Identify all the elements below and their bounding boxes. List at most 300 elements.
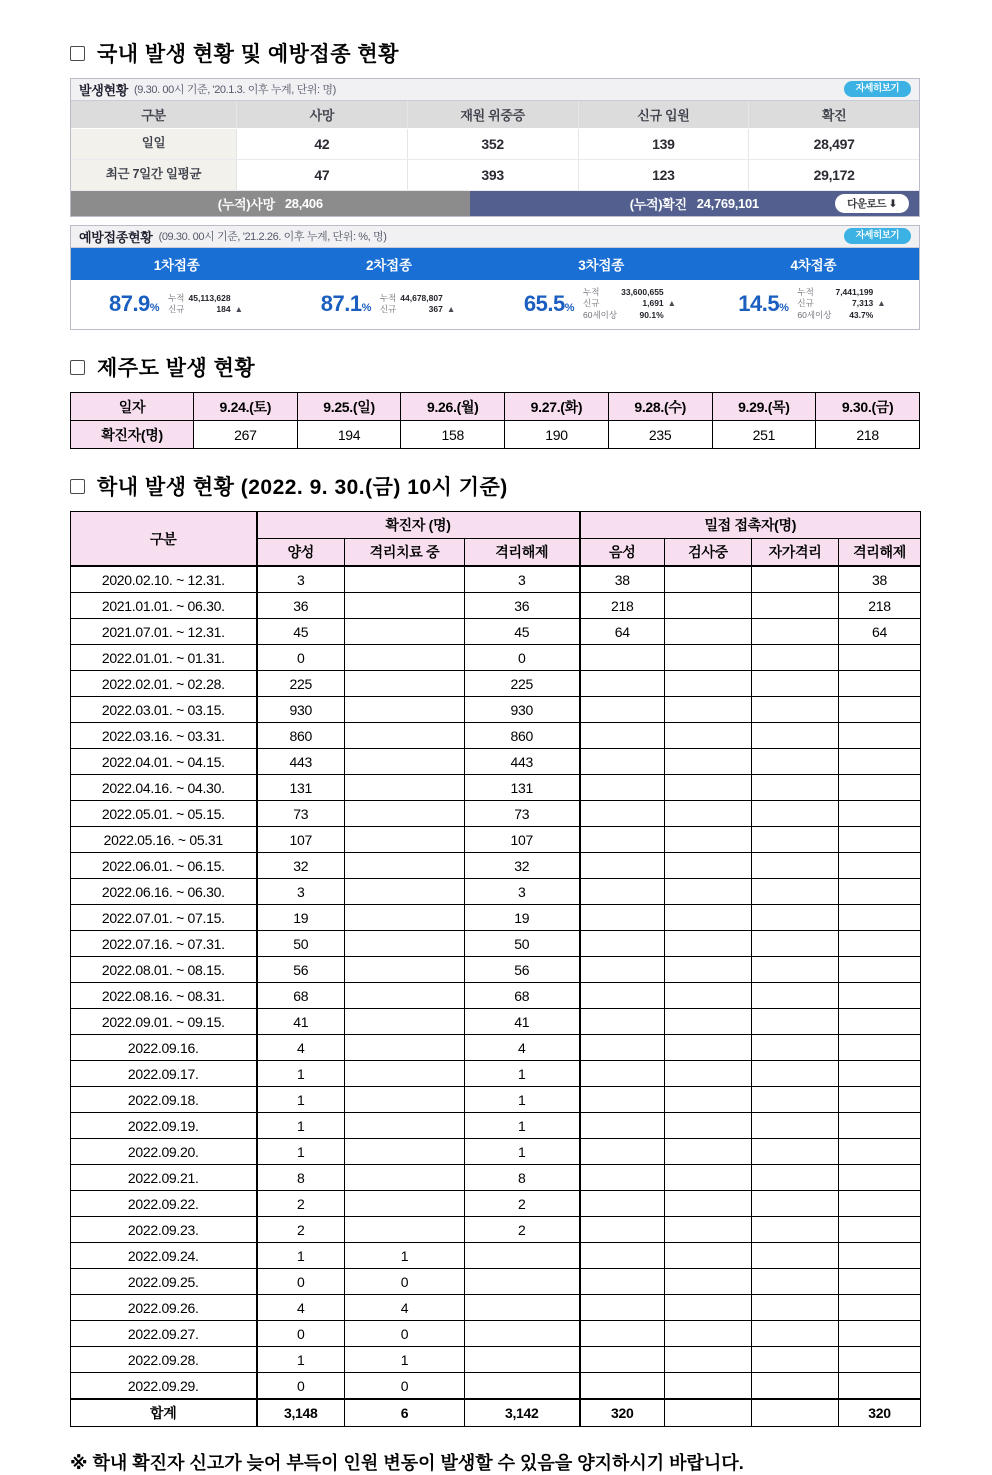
dose-3-stats <box>581 287 678 321</box>
occurrence-row-daily <box>71 129 919 160</box>
dose-3-stat-0-value: 33,600,655 <box>621 287 664 297</box>
school-subheader-1: 격리치료 중 <box>345 539 465 567</box>
school-row-period: 2022.09.16. <box>71 1035 257 1061</box>
occurrence-col-3: 신규 입원 <box>578 101 749 128</box>
school-cell-2: 3,142 <box>465 1399 580 1427</box>
footer-note: ※ 학내 확진자 신고가 늦어 부득이 인원 변동이 발생할 수 있음을 양지하시기 바랍니다. <box>70 1453 744 1474</box>
school-cell-5 <box>752 1217 839 1243</box>
school-row-period: 2022.09.19. <box>71 1113 257 1139</box>
school-row-period: 2022.09.26. <box>71 1295 257 1321</box>
school-subheader-5: 자가격리 <box>752 539 839 567</box>
cumulative-death-label: (누적)사망 <box>217 197 275 212</box>
school-subheader-2: 격리해제 <box>465 539 580 567</box>
school-cell-4 <box>665 1035 752 1061</box>
school-cell-0: 860 <box>257 723 345 749</box>
dose-2-stat-1-value: 367 <box>428 304 443 315</box>
occurrence-row-label-0: 일일 <box>71 129 236 159</box>
school-cell-2: 36 <box>465 593 580 619</box>
school-cell-1: 0 <box>345 1373 465 1400</box>
jeju-count-4: 235 <box>608 421 712 449</box>
school-cell-4 <box>665 566 752 593</box>
school-cell-1 <box>345 853 465 879</box>
school-cell-5 <box>752 775 839 801</box>
jeju-count-6: 218 <box>816 421 920 449</box>
school-cell-1: 0 <box>345 1269 465 1295</box>
table-row <box>71 853 921 879</box>
school-cell-3 <box>580 1373 665 1400</box>
dose-2-stat-0-value: 44,678,807 <box>400 292 443 303</box>
vaccination-detail-button[interactable]: 자세히보기 <box>844 228 911 243</box>
school-cell-4 <box>665 1295 752 1321</box>
table-row <box>71 749 921 775</box>
school-cell-0: 225 <box>257 671 345 697</box>
school-cell-5 <box>752 1347 839 1373</box>
school-cell-0: 3,148 <box>257 1399 345 1427</box>
school-cell-2: 1 <box>465 1113 580 1139</box>
dose-3-stat-1-value: 1,691 <box>642 298 664 309</box>
school-cell-4 <box>665 905 752 931</box>
school-cell-2: 73 <box>465 801 580 827</box>
school-cell-5 <box>752 879 839 905</box>
school-cell-3: 64 <box>580 619 665 645</box>
school-cell-6 <box>839 1061 921 1087</box>
school-cell-6 <box>839 801 921 827</box>
school-cell-0: 443 <box>257 749 345 775</box>
school-cell-5 <box>752 1113 839 1139</box>
school-row-period: 2022.09.22. <box>71 1191 257 1217</box>
school-cell-5 <box>752 983 839 1009</box>
dose-3-stat-1-label: 신규 <box>583 298 600 309</box>
school-row-period: 2022.03.16. ~ 03.31. <box>71 723 257 749</box>
school-cell-3: 320 <box>580 1399 665 1427</box>
school-cell-5 <box>752 593 839 619</box>
school-cell-3 <box>580 1217 665 1243</box>
table-row <box>71 879 921 905</box>
school-cell-6 <box>839 1087 921 1113</box>
school-table-body <box>71 566 921 1427</box>
table-row <box>71 1009 921 1035</box>
jeju-date-3: 9.27.(화) <box>505 393 609 421</box>
occurrence-title: 발생현황 <box>79 82 129 98</box>
school-cell-1 <box>345 749 465 775</box>
table-row <box>71 931 921 957</box>
school-row-period: 2022.02.01. ~ 02.28. <box>71 671 257 697</box>
table-row <box>71 1035 921 1061</box>
school-cell-6 <box>839 1217 921 1243</box>
school-cell-6: 320 <box>839 1399 921 1427</box>
school-cell-4 <box>665 723 752 749</box>
school-cell-5 <box>752 1035 839 1061</box>
school-cell-5 <box>752 1269 839 1295</box>
school-cell-2 <box>465 1243 580 1269</box>
school-cell-3: 38 <box>580 566 665 593</box>
school-row-period: 2022.06.01. ~ 06.15. <box>71 853 257 879</box>
school-cell-2 <box>465 1321 580 1347</box>
school-row-period: 2022.09.29. <box>71 1373 257 1400</box>
school-row-period: 2022.09.23. <box>71 1217 257 1243</box>
school-cell-1 <box>345 879 465 905</box>
table-row <box>71 1061 921 1087</box>
dose-1-stat-0-value: 45,113,628 <box>188 292 231 303</box>
school-row-period: 2022.01.01. ~ 01.31. <box>71 645 257 671</box>
tab-dose-3[interactable]: 3차접종 <box>495 248 707 280</box>
school-cell-2: 107 <box>465 827 580 853</box>
jeju-date-6: 9.30.(금) <box>816 393 920 421</box>
table-row <box>71 593 921 619</box>
school-cell-5 <box>752 1087 839 1113</box>
school-cell-3 <box>580 1347 665 1373</box>
school-cell-0: 3 <box>257 879 345 905</box>
school-cell-2: 2 <box>465 1217 580 1243</box>
school-cell-6 <box>839 1269 921 1295</box>
school-cell-1 <box>345 1113 465 1139</box>
tab-dose-2[interactable]: 2차접종 <box>282 248 494 280</box>
dose-1-stat-0-label: 누적 <box>168 292 185 303</box>
table-row <box>71 1165 921 1191</box>
school-cell-6 <box>839 931 921 957</box>
table-row <box>71 983 921 1009</box>
school-cell-4 <box>665 1217 752 1243</box>
school-cell-3 <box>580 983 665 1009</box>
vaccination-widget-titlebar <box>71 226 919 248</box>
dose-3-percent: 65.5% <box>523 291 575 317</box>
jeju-table <box>70 392 920 449</box>
tab-dose-4[interactable]: 4차접종 <box>707 248 919 280</box>
school-cell-0: 4 <box>257 1035 345 1061</box>
dose-2-percent: 87.1% <box>320 291 371 317</box>
download-button[interactable]: 다운로드 ⬇ <box>835 194 909 213</box>
section-heading-domestic <box>70 38 922 68</box>
school-cell-2: 1 <box>465 1087 580 1113</box>
table-row <box>71 671 921 697</box>
school-cell-5 <box>752 1321 839 1347</box>
school-cell-5 <box>752 1061 839 1087</box>
school-cell-0: 45 <box>257 619 345 645</box>
jeju-date-4: 9.28.(수) <box>608 393 712 421</box>
school-cell-5 <box>752 697 839 723</box>
occurrence-widget-titlebar <box>71 79 919 101</box>
school-row-period: 2020.02.10. ~ 12.31. <box>71 566 257 593</box>
dose-1-stat-1-label: 신규 <box>168 304 185 315</box>
school-row-period: 2022.04.16. ~ 04.30. <box>71 775 257 801</box>
school-cell-5 <box>752 1295 839 1321</box>
dose-4-stat-2-arrow <box>875 310 887 321</box>
jeju-count-2: 158 <box>401 421 505 449</box>
school-cell-6 <box>839 671 921 697</box>
school-cell-6 <box>839 1035 921 1061</box>
school-cell-3 <box>580 1243 665 1269</box>
school-cell-4 <box>665 1321 752 1347</box>
table-row <box>71 1321 921 1347</box>
jeju-date-0: 9.24.(토) <box>194 393 298 421</box>
school-cell-1 <box>345 1009 465 1035</box>
jeju-data-row <box>71 421 920 449</box>
school-cell-6 <box>839 879 921 905</box>
school-cell-0: 1 <box>257 1243 345 1269</box>
occurrence-r0-c3: 139 <box>578 129 749 159</box>
table-row <box>71 957 921 983</box>
school-table <box>70 511 921 1427</box>
school-cell-3 <box>580 1321 665 1347</box>
table-row <box>71 619 921 645</box>
school-cell-1 <box>345 957 465 983</box>
checkbox-square-icon <box>70 46 85 61</box>
school-row-period: 2022.04.01. ~ 04.15. <box>71 749 257 775</box>
dose-2-stat-1-label: 신규 <box>379 304 397 315</box>
school-cell-2: 225 <box>465 671 580 697</box>
school-cell-5 <box>752 1373 839 1400</box>
table-row <box>71 1191 921 1217</box>
school-row-period: 2022.09.28. <box>71 1347 257 1373</box>
dose-3-stat-2-value: 90.1% <box>639 309 664 320</box>
school-cell-4 <box>665 671 752 697</box>
school-cell-0: 73 <box>257 801 345 827</box>
dose-1-percent: 87.9% <box>108 291 160 317</box>
school-cell-2: 32 <box>465 853 580 879</box>
dose-3-stat-0-label: 누적 <box>583 287 600 297</box>
school-row-period: 2022.07.16. ~ 07.31. <box>71 931 257 957</box>
school-cell-0: 0 <box>257 1321 345 1347</box>
dose-4-stat-1-label: 신규 <box>797 298 814 309</box>
school-cell-2: 131 <box>465 775 580 801</box>
school-cell-4 <box>665 801 752 827</box>
vaccination-tabs <box>71 248 919 280</box>
school-cell-3 <box>580 723 665 749</box>
school-row-period: 2022.07.01. ~ 07.15. <box>71 905 257 931</box>
table-row <box>71 1269 921 1295</box>
school-cell-2: 3 <box>465 566 580 593</box>
occurrence-r0-c2: 352 <box>407 129 578 159</box>
section-title-jeju: 제주도 발생 현황 <box>97 357 256 381</box>
school-cell-0: 1 <box>257 1139 345 1165</box>
school-row-period: 2022.09.18. <box>71 1087 257 1113</box>
school-cell-6 <box>839 697 921 723</box>
school-cell-6 <box>839 1165 921 1191</box>
school-row-period: 2022.08.16. ~ 08.31. <box>71 983 257 1009</box>
school-cell-4 <box>665 957 752 983</box>
school-cell-3 <box>580 957 665 983</box>
school-row-period: 2022.09.01. ~ 09.15. <box>71 1009 257 1035</box>
occurrence-r1-c3: 123 <box>578 160 749 190</box>
school-row-period: 2022.03.01. ~ 03.15. <box>71 697 257 723</box>
school-cell-1 <box>345 827 465 853</box>
school-cell-3 <box>580 1061 665 1087</box>
school-row-period: 2022.09.21. <box>71 1165 257 1191</box>
school-cell-2: 930 <box>465 697 580 723</box>
school-cell-6 <box>839 645 921 671</box>
school-cell-3 <box>580 931 665 957</box>
school-cell-0: 32 <box>257 853 345 879</box>
school-cell-5 <box>752 619 839 645</box>
school-cell-1: 1 <box>345 1347 465 1373</box>
school-row-period: 2022.09.20. <box>71 1139 257 1165</box>
school-cell-4 <box>665 827 752 853</box>
jeju-count-3: 190 <box>505 421 609 449</box>
school-cell-3 <box>580 1087 665 1113</box>
jeju-count-5: 251 <box>712 421 816 449</box>
school-cell-1 <box>345 931 465 957</box>
school-cell-2: 19 <box>465 905 580 931</box>
school-cell-2: 860 <box>465 723 580 749</box>
school-cell-5 <box>752 566 839 593</box>
school-cell-6: 218 <box>839 593 921 619</box>
dose-4-stat-1-arrow: ▲ <box>877 298 886 309</box>
school-cell-6 <box>839 1295 921 1321</box>
school-cell-0: 131 <box>257 775 345 801</box>
school-subheader-6: 격리해제 <box>839 539 921 567</box>
school-cell-3 <box>580 1009 665 1035</box>
dose-4-stat-0-arrow <box>875 287 887 298</box>
school-cell-6 <box>839 1373 921 1400</box>
dose-3-stat-1-arrow: ▲ <box>667 298 677 309</box>
dose-1-stat-0-arrow <box>233 293 245 304</box>
school-cell-1: 1 <box>345 1243 465 1269</box>
cumulative-death-value: 28,406 <box>284 196 323 211</box>
table-row <box>71 566 921 593</box>
school-row-period: 2021.07.01. ~ 12.31. <box>71 619 257 645</box>
checkbox-square-icon <box>70 479 85 494</box>
school-cell-1 <box>345 671 465 697</box>
school-cell-0: 1 <box>257 1113 345 1139</box>
school-cell-5 <box>752 827 839 853</box>
occurrence-header-row <box>71 101 919 129</box>
school-cell-4 <box>665 983 752 1009</box>
cumulative-confirmed-block <box>470 191 919 216</box>
school-cell-1 <box>345 1165 465 1191</box>
table-row <box>71 1373 921 1400</box>
table-row <box>71 1217 921 1243</box>
school-cell-6 <box>839 853 921 879</box>
school-cell-0: 1 <box>257 1087 345 1113</box>
school-cell-3 <box>580 1165 665 1191</box>
dose-4-stat-0-value: 7,441,199 <box>835 287 874 297</box>
school-cell-1 <box>345 723 465 749</box>
school-cell-1 <box>345 593 465 619</box>
school-cell-0: 3 <box>257 566 345 593</box>
school-cell-1 <box>345 775 465 801</box>
section-title-domestic: 국내 발생 현황 및 예방접종 현황 <box>97 43 399 66</box>
school-cell-4 <box>665 1009 752 1035</box>
occurrence-r0-c1: 42 <box>236 129 407 159</box>
occurrence-subtitle: (9.30. 00시 기준, '20.1.3. 이후 누계, 단위: 명) <box>134 84 336 96</box>
school-cell-3 <box>580 1035 665 1061</box>
school-subheader-4: 검사중 <box>665 539 752 567</box>
table-row <box>71 1347 921 1373</box>
school-total-row <box>71 1399 921 1427</box>
school-cell-0: 19 <box>257 905 345 931</box>
jeju-row-header-label: 일자 <box>71 393 194 421</box>
school-cell-1 <box>345 1139 465 1165</box>
table-row <box>71 723 921 749</box>
dose-3-stat-0-arrow <box>666 287 678 298</box>
school-cell-0: 0 <box>257 1269 345 1295</box>
school-cell-3 <box>580 1113 665 1139</box>
school-cell-4 <box>665 1087 752 1113</box>
table-row <box>71 645 921 671</box>
school-cell-2: 1 <box>465 1139 580 1165</box>
school-row-period: 2022.08.01. ~ 08.15. <box>71 957 257 983</box>
school-cell-6 <box>839 775 921 801</box>
school-cell-3 <box>580 697 665 723</box>
school-cell-4 <box>665 1165 752 1191</box>
school-cell-5 <box>752 749 839 775</box>
school-cell-2: 4 <box>465 1035 580 1061</box>
school-cell-3 <box>580 1139 665 1165</box>
school-cell-5 <box>752 853 839 879</box>
dose-1-block <box>71 280 283 329</box>
school-cell-4 <box>665 1113 752 1139</box>
school-cell-2 <box>465 1295 580 1321</box>
table-row <box>71 697 921 723</box>
school-row-period: 2022.09.25. <box>71 1269 257 1295</box>
dose-4-stats <box>795 287 887 321</box>
occurrence-col-2: 재원 위중증 <box>407 101 578 128</box>
dose-2-stat-1-arrow: ▲ <box>446 304 456 315</box>
school-group-header-row <box>71 512 921 539</box>
school-header-confirmed-group: 확진자 (명) <box>257 512 580 539</box>
school-cell-4 <box>665 1373 752 1400</box>
table-row <box>71 1113 921 1139</box>
school-cell-4 <box>665 593 752 619</box>
dose-2-stats <box>378 293 457 316</box>
school-cell-0: 107 <box>257 827 345 853</box>
school-row-period: 2022.09.27. <box>71 1321 257 1347</box>
jeju-count-0: 267 <box>194 421 298 449</box>
school-cell-3 <box>580 801 665 827</box>
school-cell-5 <box>752 931 839 957</box>
vaccination-widget <box>70 225 920 330</box>
school-cell-0: 4 <box>257 1295 345 1321</box>
school-cell-5 <box>752 645 839 671</box>
school-cell-3 <box>580 1295 665 1321</box>
school-cell-1 <box>345 645 465 671</box>
school-cell-1 <box>345 1087 465 1113</box>
school-cell-5 <box>752 1399 839 1427</box>
occurrence-detail-button[interactable]: 자세히보기 <box>844 81 911 96</box>
school-cell-0: 8 <box>257 1165 345 1191</box>
school-total-label: 합계 <box>71 1399 257 1427</box>
school-cell-5 <box>752 1009 839 1035</box>
school-cell-6: 64 <box>839 619 921 645</box>
occurrence-col-0: 구분 <box>141 108 166 123</box>
school-cell-1 <box>345 1191 465 1217</box>
cumulative-death-block <box>71 191 470 216</box>
school-cell-4 <box>665 1061 752 1087</box>
cumulative-confirmed-value: 24,769,101 <box>696 196 759 211</box>
jeju-date-5: 9.29.(목) <box>712 393 816 421</box>
dose-4-stat-0-label: 누적 <box>797 287 814 297</box>
school-cell-4 <box>665 775 752 801</box>
school-cell-0: 41 <box>257 1009 345 1035</box>
school-cell-2 <box>465 1347 580 1373</box>
school-cell-3 <box>580 827 665 853</box>
dose-4-percent: 14.5% <box>738 291 789 317</box>
school-row-period: 2022.06.16. ~ 06.30. <box>71 879 257 905</box>
school-subheader-0: 양성 <box>257 539 345 567</box>
school-cell-4 <box>665 1399 752 1427</box>
section-heading-jeju <box>70 352 922 382</box>
school-cell-3: 218 <box>580 593 665 619</box>
dose-1-stat-1-value: 184 <box>216 304 231 315</box>
table-row <box>71 1087 921 1113</box>
occurrence-r0-c4: 28,497 <box>748 129 919 159</box>
tab-dose-1[interactable]: 1차접종 <box>153 258 200 273</box>
school-cell-0: 36 <box>257 593 345 619</box>
school-cell-4 <box>665 853 752 879</box>
school-cell-4 <box>665 619 752 645</box>
jeju-date-1: 9.25.(일) <box>297 393 401 421</box>
school-cell-3 <box>580 1191 665 1217</box>
